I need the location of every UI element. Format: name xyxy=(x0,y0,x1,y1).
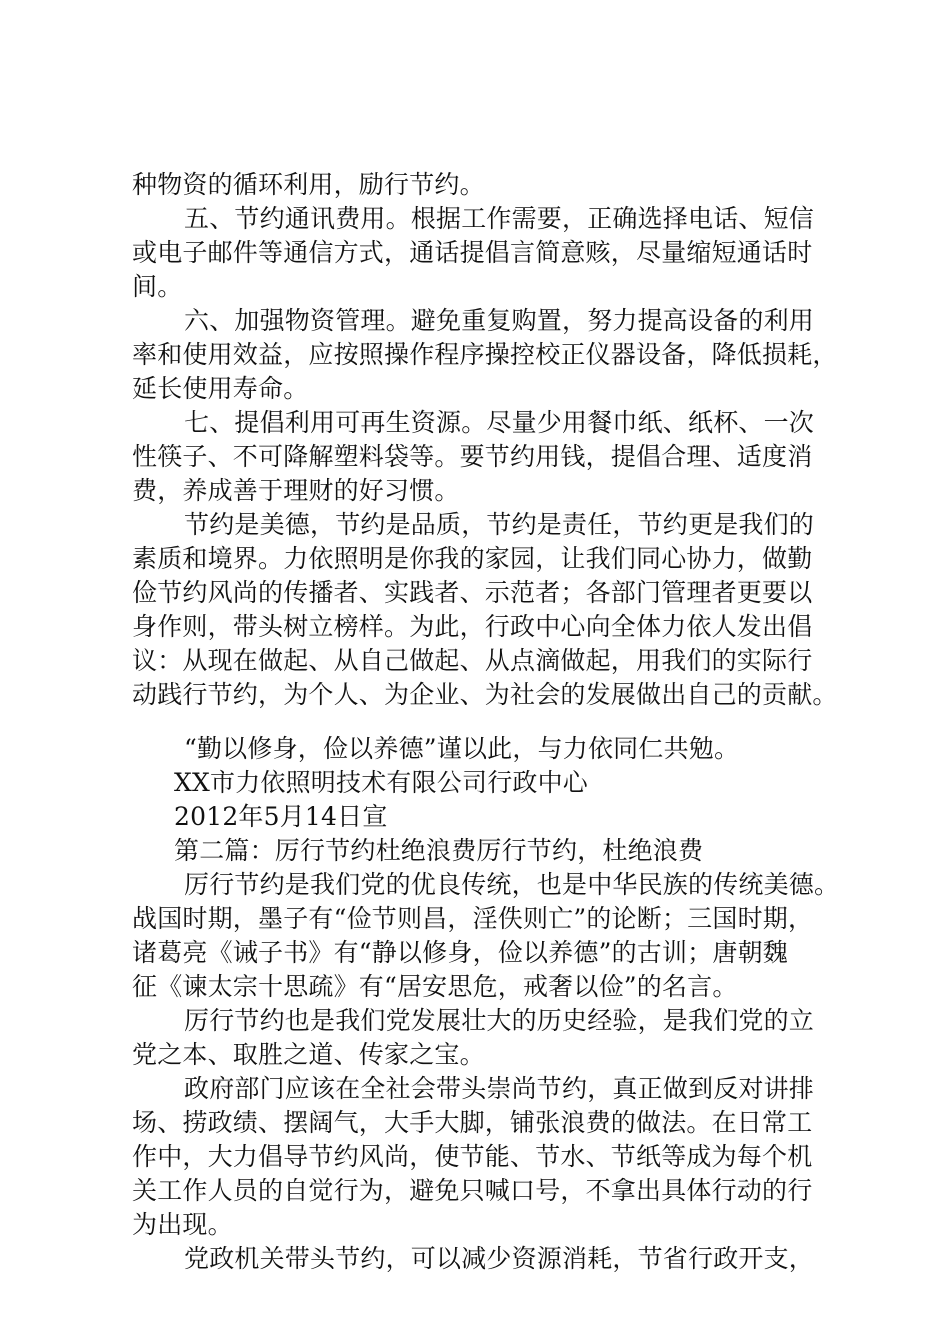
text-line: 关工作人员的自觉行为，避免只喊口号，不拿出具体行动的行 xyxy=(132,1176,813,1205)
text-line: 身作则，带头树立榜样。为此，行政中心向全体力依人发出倡 xyxy=(132,612,813,641)
text-line: 性筷子、不可降解塑料袋等。要节约用钱，提倡合理、适度消 xyxy=(132,442,813,471)
paragraph-start: 六、加强物资管理。避免重复购置，努力提高设备的利用 xyxy=(184,306,815,335)
paragraph-start: 七、提倡利用可再生资源。尽量少用餐巾纸、纸杯、一次 xyxy=(184,408,815,437)
issuer-line: XX市力依照明技术有限公司行政中心 xyxy=(174,768,588,797)
paragraph-start: 厉行节约也是我们党发展壮大的历史经验，是我们党的立 xyxy=(184,1006,815,1035)
closing-motto: “勤以修身，俭以养德”谨以此，与力依同仁共勉。 xyxy=(184,734,740,763)
text-line: 诸葛亮《诫子书》有“静以修身，俭以养德”的古训；唐朝魏 xyxy=(132,938,788,967)
text-line: 俭节约风尚的传播者、实践者、示范者；各部门管理者更要以 xyxy=(132,578,813,607)
section-heading: 第二篇：厉行节约杜绝浪费厉行节约，杜绝浪费 xyxy=(174,836,704,865)
paragraph-start: 党政机关带头节约，可以减少资源消耗，节省行政开支， xyxy=(184,1244,815,1273)
text-line: 战国时期，墨子有“俭节则昌，淫佚则亡”的论断；三国时期， xyxy=(132,904,814,933)
paragraph-gap xyxy=(132,712,832,732)
paragraph-start: 政府部门应该在全社会带头崇尚节约，真正做到反对讲排 xyxy=(184,1074,815,1103)
text-line: 党之本、取胜之道、传家之宝。 xyxy=(132,1040,485,1069)
text-line: 率和使用效益，应按照操作程序操控校正仪器设备，降低损耗， xyxy=(132,340,838,369)
document-body xyxy=(132,168,840,1276)
text-line: 动践行节约，为个人、为企业、为社会的发展做出自己的贡献。 xyxy=(132,680,838,709)
text-line: 场、捞政绩、摆阔气，大手大脚，铺张浪费的做法。在日常工 xyxy=(132,1108,813,1137)
text-line: 或电子邮件等通信方式，通话提倡言简意赅，尽量缩短通话时 xyxy=(132,238,813,267)
paragraph-start: 节约是美德，节约是品质，节约是责任，节约更是我们的 xyxy=(184,510,815,539)
text-line: 为出现。 xyxy=(132,1210,233,1239)
paragraph-start: 厉行节约是我们党的优良传统，也是中华民族的传统美德。 xyxy=(184,870,840,899)
text-line: 费，养成善于理财的好习惯。 xyxy=(132,476,460,505)
text-line: 种物资的循环利用，励行节约。 xyxy=(132,170,485,199)
text-line: 征《谏太宗十思疏》有“居安思危，戒奢以俭”的名言。 xyxy=(132,972,738,1001)
text-line: 作中，大力倡导节约风尚，使节能、节水、节纸等成为每个机 xyxy=(132,1142,813,1171)
text-line: 素质和境界。力依照明是你我的家园，让我们同心协力，做勤 xyxy=(132,544,813,573)
date-line: 2012年5月14日宣 xyxy=(174,802,388,831)
paragraph-start: 五、节约通讯费用。根据工作需要，正确选择电话、短信 xyxy=(184,204,815,233)
text-line: 延长使用寿命。 xyxy=(132,374,309,403)
text-line: 议：从现在做起、从自己做起、从点滴做起，用我们的实际行 xyxy=(132,646,813,675)
text-line: 间。 xyxy=(132,272,183,301)
